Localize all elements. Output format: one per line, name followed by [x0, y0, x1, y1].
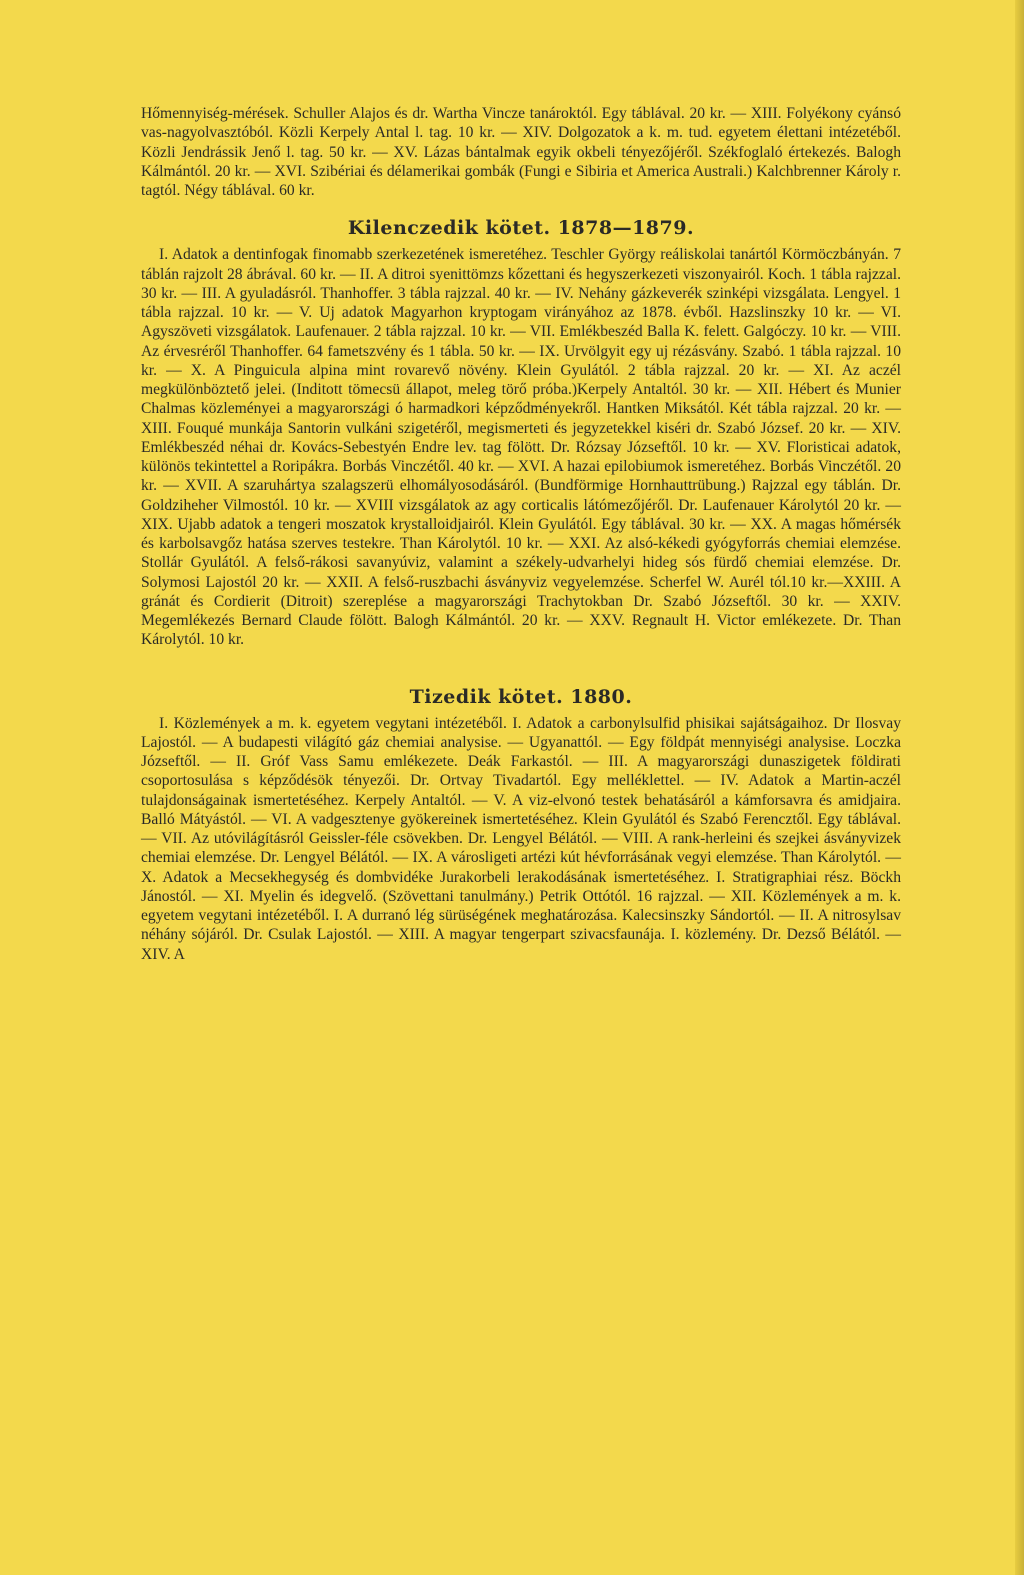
text-column [141, 104, 901, 964]
volume-heading-ninth: Kilenczedik kötet. 1878—1879. [347, 217, 695, 240]
volume-contents-ninth: I. Adatok a dentinfogak finomabb szerkezetének ismeretéhez. Teschler György reáliskolai tanártól Körmöczbányán. 7 táblán rajzolt 28 ábrával. 60 kr. — II. A ditroi syenittömzs kőzettani és hegyszerkezeti viszonyairól. Koch. 1 tábla rajzzal. 30 kr. — III. A gyuladásról. Thanhoffer. 3 tábla rajzzal. 40 kr. — IV. Nehány gázkeverék szinképi vizsgálata. Lengyel. 1 tábla rajzzal. 10 kr. — V. Uj adatok Magyarhon kryptogam virányához az 1878. évből. Hazslinszky 10 kr. — VI. Agyszöveti vizsgálatok. Laufenauer. 2 tábla rajzzal. 10 kr. — VII. Emlékbeszéd Balla K. felett. Galgóczy. 10 kr. — VIII. Az érvesréről Thanhoffer. 64 fametszvény és 1 tábla. 50 kr. — IX. Urvölgyit egy uj rézásvány. Szabó. 1 tábla rajzzal. 10 kr. — X. A Pinguicula alpina mint rovarevő növény. Klein Gyulától. 2 tábla rajzzal. 20 kr. — XI. Az aczél megkülönböztető jelei. (Inditott tömecsü állapot, meleg törő próba.)Kerpely Antaltól. 30 kr. — XII. Hébert és Munier Chalmas közleményei a magyarországi ó harmadkori képződményekről. Hantken Miksától. Két tábla rajzzal. 20 kr. — XIII. Fouqué munkája Santorin vulkáni szigetéről, megismerteti és jegyzetekkel kiséri dr. Szabó József. 20 kr. — XIV. Emlékbeszéd néhai dr. Kovács-Sebestyén Endre lev. tag fölött. Dr. Rózsay Józseftől. 10 kr. — XV. Floristicai adatok, különös tekintettel a Roripákra. Borbás Vinczétől. 40 kr. — XVI. A hazai epilobiumok ismeretéhez. Borbás Vinczétől. 20 kr. — XVII. A szaruhártya szalagszerü elhomályosodásáról. (Bundförmige Hornhauttrübung.) Rajzzal egy táblán. Dr. Goldziheher Vilmostól. 10 kr. — XVIII vizsgálatok az agy corticalis látómezőjéről. Dr. Laufenauer Károlytól 20 kr. — XIX. Ujabb adatok a tengeri moszatok krystalloidjairól. Klein Gyulától. Egy táblával. 30 kr. — XX. A magas hőmérsék és karbolsavgőz hatása szerves testekre. Than Károlytól. 10 kr. — XXI. Az alsó-kékedi gyógyforrás chemiai elemzése. Stollár Gyulától. A felső-rákosi savanyúviz, valamint a székely-udvarhelyi hideg sós fürdő chemiai elemzése. Dr. Solymosi Lajostól 20 kr. — XXII. A felső-ruszbachi ásványviz vegyelemzése. Scherfel W. Aurél tól.10 kr.—XXIII. A gránát és Cordierit (Ditroit) szereplése a magyarországi Trachytokban Dr. Szabó Józseftől. 30 kr. — XXIV. Megemlékezés Bernard Claude fölött. Balogh Kálmántól. 20 kr. — XXV. Regnault H. Victor emlékezete. Dr. Than Károlytól. 10 kr. [141, 246, 901, 649]
volume-contents-tenth: I. Közlemények a m. k. egyetem vegytani intézetéből. I. Adatok a carbonylsulfid phisikai sajátságaihoz. Dr Ilosvay Lajostól. — A budapesti világító gáz chemiai analysise. — Ugyanattól. — Egy földpát mennyiségi analysise. Loczka Józseftől. — II. Gróf Vass Samu emlékezete. Deák Farkastól. — III. A magyarországi dunaszigetek földirati csoportosulása s képződésök tényezői. Dr. Ortvay Tivadartól. Egy melléklettel. — IV. Adatok a Martin-aczél tulajdonságainak ismertetéséhez. Kerpely Antaltól. — V. A viz-elvonó testek behatásáról a kámforsavra és amidjaira. Balló Mátyástól. — VI. A vadgesztenye gyökereinek ismertetéséhez. Klein Gyulától és Szabó Ferencztől. Egy táblával. — VII. Az utóvilágításról Geissler-féle csövekben. Dr. Lengyel Bélától. — VIII. A rank-herleini és szejkei ásványvizek chemiai elemzése. Dr. Lengyel Bélától. — IX. A városligeti artézi kút hévforrásának vegyi elemzése. Than Károlytól. — X. Adatok a Mecsekhegység és dombvidéke Jurakorbeli lerakodásának ismertetéséhez. I. Stratigraphiai rész. Böckh Jánostól. — XI. Myelin és idegvelő. (Szövettani tanulmány.) Petrik Ottótól. 16 rajzzal. — XII. Közlemények a m. k. egyetem vegytani intézetéből. I. A durranó lég sürüségének meghatározása. Kalecsinszky Sándortól. — II. A nitrosylsav néhány sójáról. Dr. Csulak Lajostól. — XIII. A magyar tengerpart szivacsfaunája. I. közlemény. Dr. Dezső Bélától. — XIV. A [141, 714, 901, 963]
volume-heading-tenth: Tizedik kötet. 1880. [409, 685, 633, 708]
continued-contents-paragraph: Hőmennyiség-mérések. Schuller Alajos és dr. Wartha Vincze tanároktól. Egy táblával. 20 kr. — XIII. Folyékony cyánsó vas-nagyolvasztóból. Közli Kerpely Antal l. tag. 10 kr. — XIV. Dolgozatok a k. m. tud. egyetem élettani intézetéből. Közli Jendrássik Jenő l. tag. 50 kr. — XV. Lázas bántalmak egyik okbeli tényezőjéről. Székfoglaló értekezés. Balogh Kálmántól. 20 kr. — XVI. Szibériai és délamerikai gombák (Fungi e Sibiria et America Australi.) Kalchbrenner Károly r. tagtól. Négy táblával. 60 kr. [141, 105, 901, 199]
